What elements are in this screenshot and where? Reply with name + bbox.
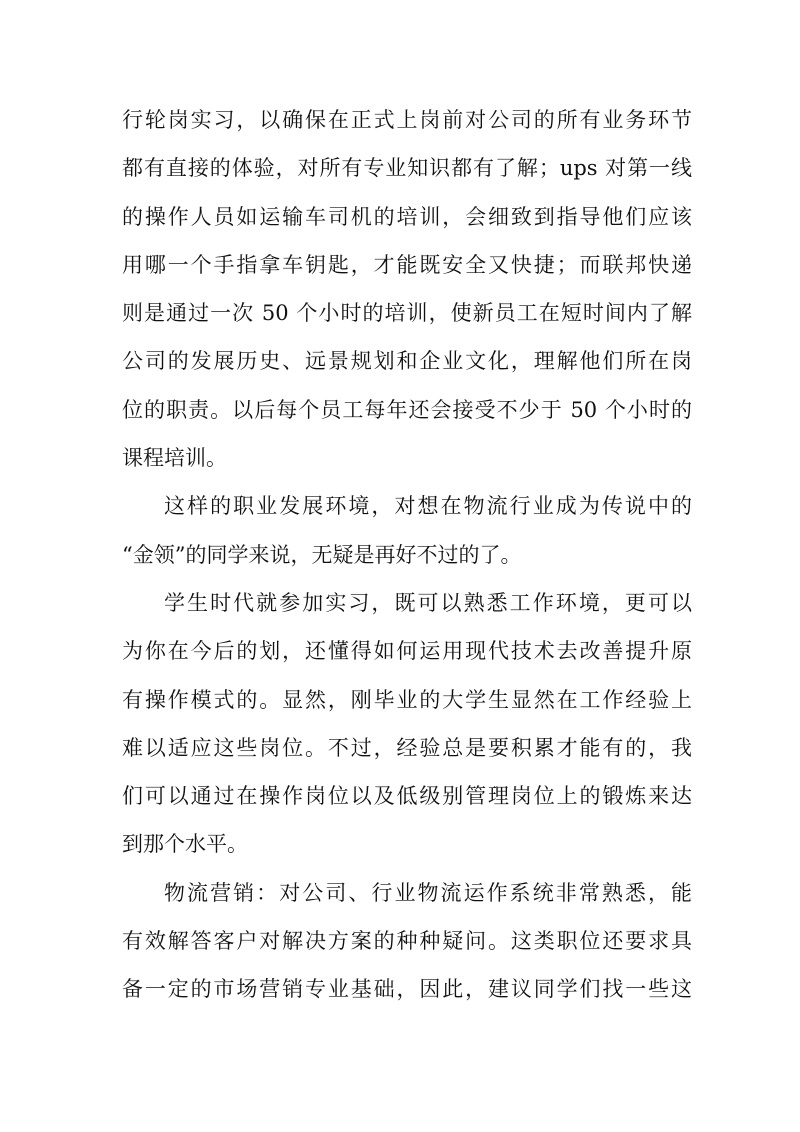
text-line: 备一定的市场营销专业基础，因此，建议同学们找一些这 xyxy=(122,977,692,1002)
text-line: 位的职责。以后每个员工每年还会接受不少于 50 个小时的 xyxy=(122,397,692,422)
paragraph-3 xyxy=(122,579,692,869)
text-line: 用哪一个手指拿车钥匙，才能既安全又快捷；而联邦快递 xyxy=(122,252,692,277)
text-line: 都有直接的体验，对所有专业知识都有了解；ups 对第一线 xyxy=(122,156,692,181)
text-line: 物流营销：对公司、行业物流运作系统非常熟悉，能 xyxy=(164,880,692,905)
text-line: 这样的职业发展环境，对想在物流行业成为传说中的 xyxy=(164,494,692,519)
text-line: 公司的发展历史、远景规划和企业文化，理解他们所在岗 xyxy=(122,349,692,374)
text-line: 有效解答客户对解决方案的种种疑问。这类职位还要求具 xyxy=(122,929,692,954)
text-line: 的操作人员如运输车司机的培训，会细致到指导他们应该 xyxy=(122,204,692,229)
text-line: 难以适应这些岗位。不过，经验总是要积累才能有的，我 xyxy=(122,735,692,760)
text-line: 课程培训。 xyxy=(122,446,227,471)
text-line: 有操作模式的。显然，刚毕业的大学生显然在工作经验上 xyxy=(122,687,692,712)
paragraph-4 xyxy=(122,869,692,1014)
text-line: “金领”的同学来说，无疑是再好不过的了。 xyxy=(122,542,522,567)
text-line: 们可以通过在操作岗位以及低级别管理岗位上的锻炼来达 xyxy=(122,784,692,809)
document-body xyxy=(122,96,692,1014)
paragraph-2 xyxy=(122,482,692,579)
text-line: 到那个水平。 xyxy=(122,832,248,857)
text-line: 学生时代就参加实习，既可以熟悉工作环境，更可以 xyxy=(164,590,692,615)
text-line: 行轮岗实习，以确保在正式上岗前对公司的所有业务环节 xyxy=(122,108,692,132)
text-line: 为你在今后的划，还懂得如何运用现代技术去改善提升原 xyxy=(122,639,692,664)
paragraph-1 xyxy=(122,96,692,482)
text-line: 则是通过一次 50 个小时的培训，使新员工在短时间内了解 xyxy=(122,301,692,326)
